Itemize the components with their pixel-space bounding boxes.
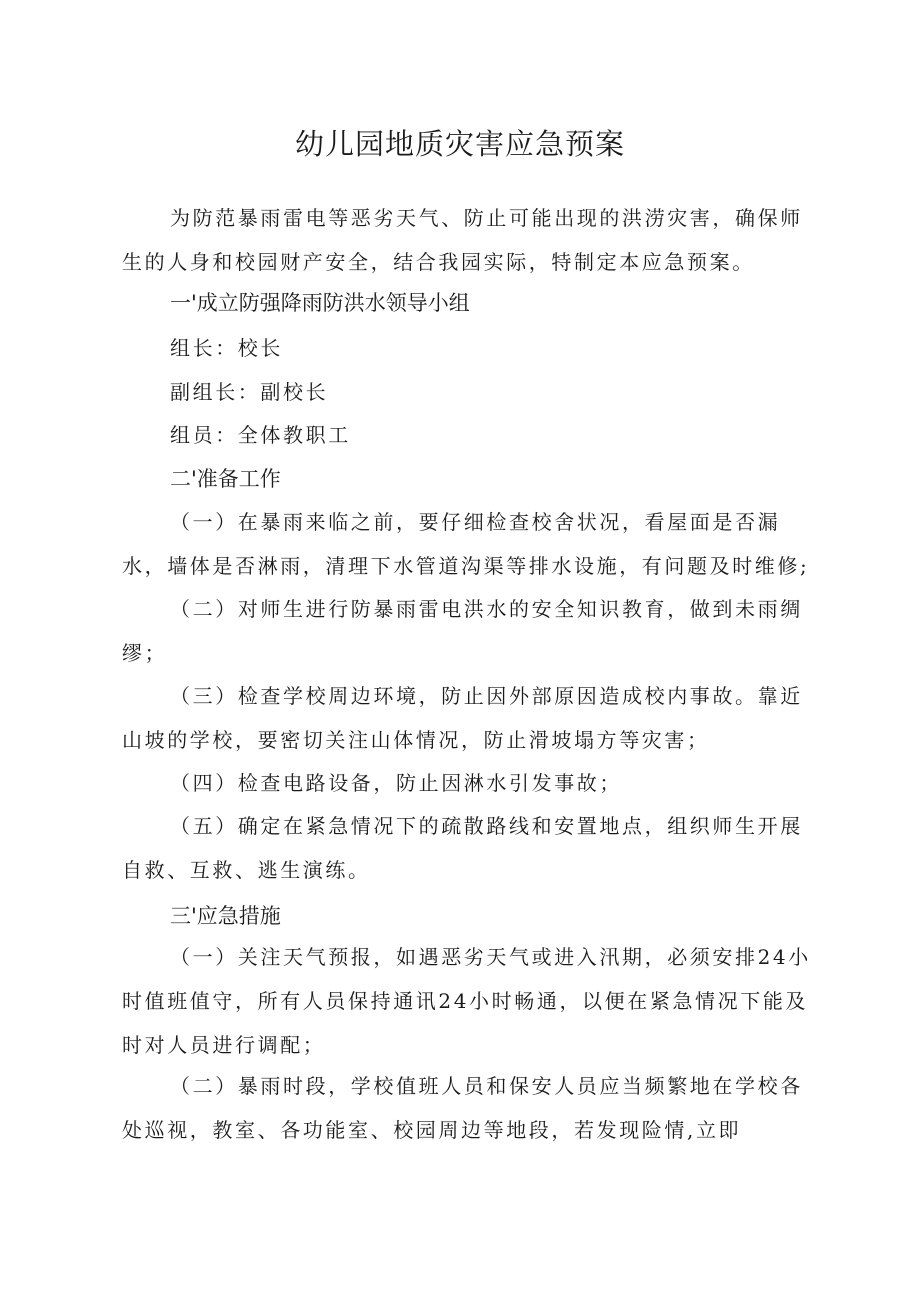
role-leader: 组长：校长: [170, 336, 283, 360]
section-2-item-1: （一）在暴雨来临之前，要仔细检查校舍状况，看屋面是否漏水，墙体是否淋雨，清理下水管道沟渠等排水设施，有问题及时维修;: [122, 510, 810, 578]
section-3-item-1: （一）关注天气预报，如遇恶劣天气或进入汛期，必须安排24小时值班值守，所有人员保持通讯24小时畅通，以便在紧急情况下能及时对人员进行调配；: [122, 945, 811, 1057]
intro-paragraph: 为防范暴雨雷电等恶劣天气、防止可能出现的洪涝灾害，确保师生的人身和校园财产安全，结合我园实际，特制定本应急预案。: [122, 206, 803, 274]
document-title: 幼儿园地质灾害应急预案: [294, 127, 625, 161]
section-2-item-2: （二）对师生进行防暴雨雷电洪水的安全知识教育，做到未雨绸缪；: [122, 597, 803, 665]
section-3-item-2: （二）暴雨时段，学校值班人员和保安人员应当频繁地在学校各处巡视，教室、各功能室、校园周边等地段，若发现险情,立即: [122, 1074, 803, 1142]
role-members: 组员：全体教职工: [170, 423, 351, 447]
role-deputy-leader: 副组长：副校长: [170, 380, 329, 404]
section-2-heading: 二'准备工作: [170, 467, 281, 491]
section-3-heading: 三'应急措施: [170, 904, 281, 928]
section-2-item-3: （三）检查学校周边环境，防止因外部原因造成校内事故。靠近山坡的学校，要密切关注山体情况，防止滑坡塌方等灾害；: [122, 684, 803, 752]
section-2-item-5: （五）确定在紧急情况下的疏散路线和安置地点，组织师生开展自救、互救、逃生演练。: [122, 814, 803, 882]
section-1-heading: 一'成立防强降雨防洪水领导小组: [170, 291, 470, 315]
section-2-item-4: （四）检查电路设备，防止因淋水引发事故；: [170, 771, 622, 795]
